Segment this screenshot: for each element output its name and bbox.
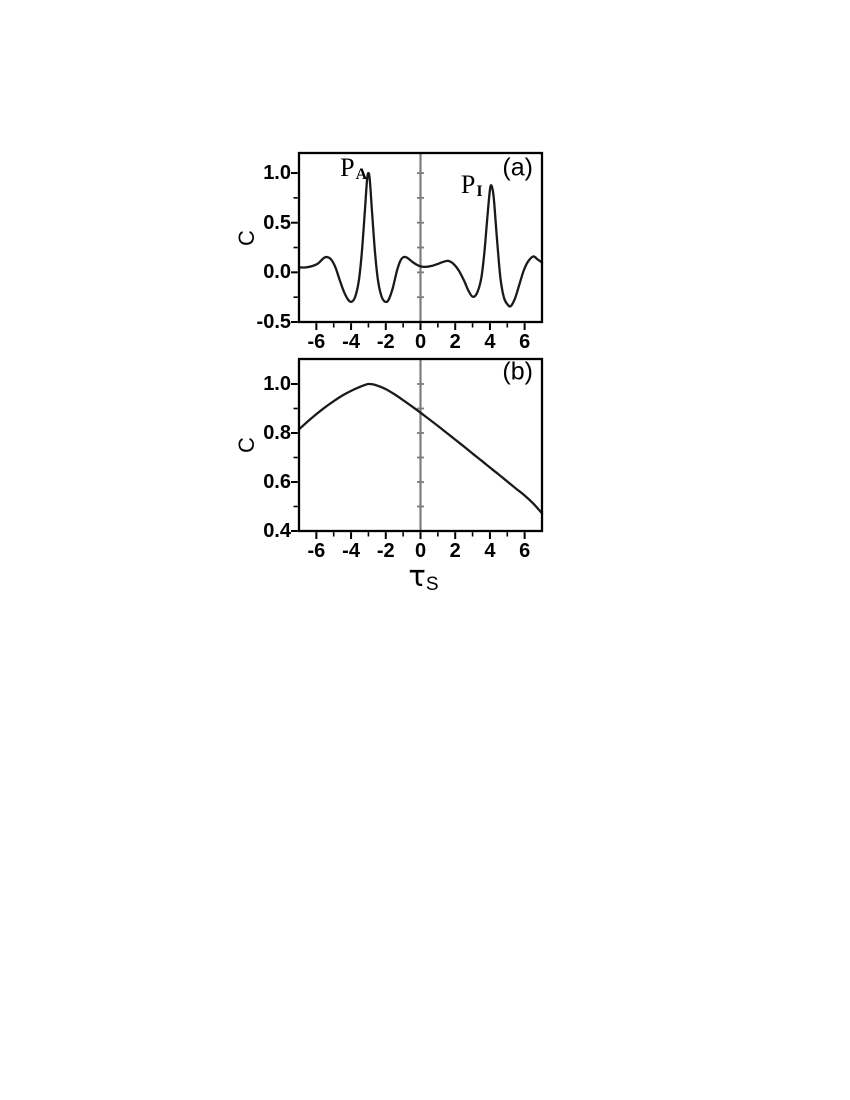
panel-b-x-tick-label: 6 — [519, 540, 531, 562]
panel-b-x-tick-label: 0 — [414, 540, 427, 562]
panel-a-y-tick-label: 1.0 — [263, 162, 291, 185]
panel-a-x-tick-label: 6 — [519, 331, 531, 353]
panel-a-x-tick-label: -2 — [376, 331, 395, 353]
panel-b-y-tick-label: 0.8 — [263, 421, 291, 444]
panel-b-x-tick-label: -2 — [376, 540, 395, 562]
panel-a-y-tick-label: -0.5 — [256, 311, 291, 333]
panel-b-panel-letter — [502, 359, 533, 384]
panel-a-x-tick-label: -6 — [307, 331, 326, 353]
panel-b-panel-letter-text: (b) — [502, 357, 533, 386]
panel-a-peak-label-i-subscript: I — [476, 182, 483, 200]
panel-a-x-tick-label: 2 — [449, 331, 461, 353]
panel-a-peak-label-i — [460, 169, 483, 200]
panel-a-peak-label-a — [340, 153, 368, 184]
panel-a-y-tick-label: 0.0 — [263, 261, 291, 284]
panel-a-peak-label-a-text: P — [340, 153, 355, 183]
panel-b-x-tick-label: -6 — [307, 540, 326, 562]
panel-a-y-axis-title: C — [234, 229, 259, 246]
panel-a-peak-label-a-subscript: A — [355, 166, 368, 184]
panel-a-y-tick-label: 0.5 — [263, 211, 291, 234]
panel-a-x-tick-label: 4 — [484, 331, 496, 353]
panel-a-x-tick-label: 0 — [414, 331, 427, 353]
panel-b-y-axis-title: C — [234, 437, 259, 453]
panel-b-x-tick-label: -4 — [342, 540, 360, 562]
panel-a-peak-label-i-text: P — [460, 169, 476, 199]
panel-b-x-axis-title — [408, 559, 439, 595]
correlation-figure — [230, 140, 560, 610]
panel-b-x-tick-label: 2 — [449, 540, 461, 562]
panel-a-panel-letter — [502, 153, 533, 182]
panel-b-x-tick-label: 4 — [484, 540, 496, 562]
x-axis-title-main: τ — [408, 559, 426, 593]
panel-a-x-tick-label: -4 — [342, 331, 360, 353]
panel-a-panel-letter-text: (a) — [502, 153, 533, 182]
panel-b-y-tick-label: 0.4 — [263, 520, 291, 542]
panel-b-y-tick-label: 1.0 — [263, 372, 291, 395]
panel-b-y-tick-label: 0.6 — [263, 470, 291, 493]
x-axis-title-subscript: S — [425, 574, 439, 595]
